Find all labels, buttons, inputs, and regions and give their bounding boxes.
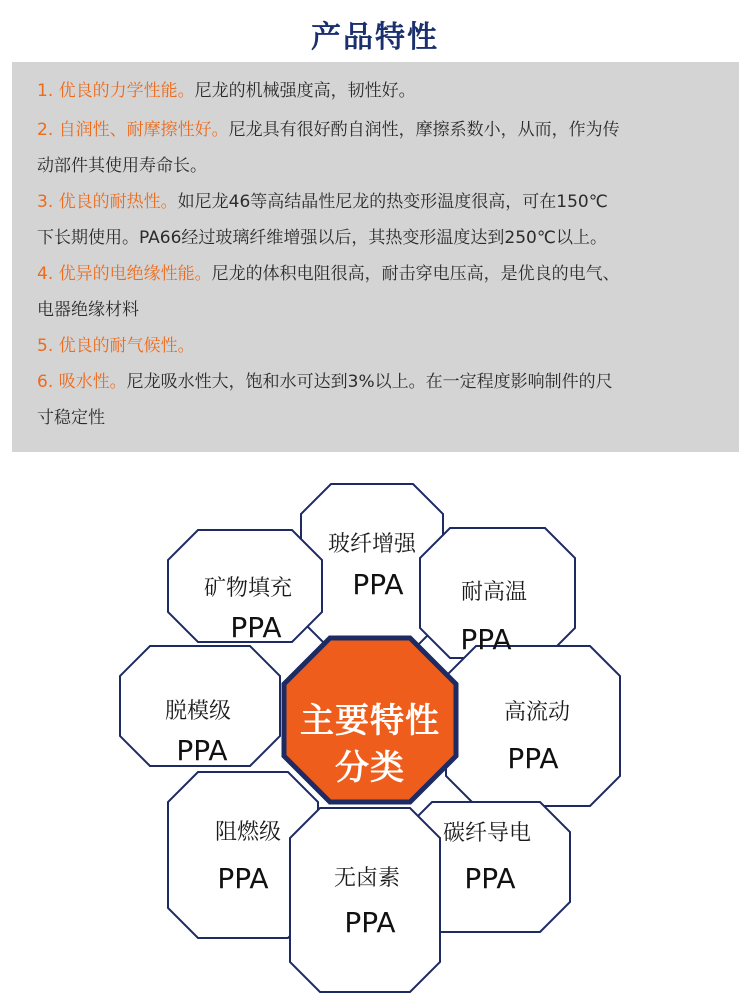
cell-ppa-high-temp: PPA (460, 623, 512, 656)
cell-ppa-mineral-filled: PPA (230, 611, 282, 644)
feature-5-num: 5. (37, 336, 54, 356)
cell-label-carbon-fiber: 碳纤导电 (442, 821, 531, 846)
center-title-line1: 主要特性 (300, 701, 440, 741)
cell-ppa-carbon-fiber: PPA (464, 862, 516, 895)
center-title-line2: 分类 (335, 748, 405, 788)
feature-5-highlight: 优良的耐气候性。 (58, 336, 195, 356)
feature-2-text: 尼龙具有很好酌自润性，摩擦系数小，从而，作为传 (228, 120, 620, 140)
feature-3-highlight: 优良的耐热性。 (58, 192, 178, 212)
feature-4-highlight: 优异的电绝缘性能。 (58, 264, 212, 284)
octagon-right (446, 646, 620, 806)
feature-4-cont: 电器绝缘材料 (37, 300, 139, 320)
cell-ppa-flame-retardant: PPA (217, 862, 269, 895)
feature-4-num: 4. (37, 264, 54, 284)
feature-3-text: 如尼龙46等高结晶性尼龙的热变形温度很高，可在150℃ (177, 192, 608, 212)
feature-2-cont: 动部件其使用寿命长。 (37, 156, 207, 176)
cell-ppa-glass-fiber: PPA (352, 568, 404, 601)
page-title: 产品特性 (311, 20, 439, 55)
cell-label-demold: 脱模级 (164, 699, 231, 724)
cell-label-halogen-free: 无卤素 (333, 866, 400, 891)
cell-ppa-high-flow: PPA (507, 742, 559, 775)
feature-2-num: 2. (37, 120, 54, 140)
feature-6-text: 尼龙吸水性大，饱和水可达到3%以上。在一定程度影响制件的尺 (126, 372, 613, 392)
feature-1-num: 1. (37, 81, 54, 101)
cell-label-high-flow: 高流动 (503, 700, 570, 725)
feature-6-cont: 寸稳定性 (37, 408, 105, 428)
feature-2-highlight: 自润性、耐摩擦性好。 (58, 120, 229, 140)
feature-3-cont: 下长期使用。PA66经过玻璃纤维增强以后，其热变形温度达到250℃以上。 (37, 228, 607, 248)
cell-label-high-temp: 耐高温 (460, 580, 527, 605)
feature-6-num: 6. (37, 372, 54, 392)
feature-1-highlight: 优良的力学性能。 (58, 81, 195, 101)
feature-3-num: 3. (37, 192, 54, 212)
cell-ppa-halogen-free: PPA (344, 906, 396, 939)
cell-label-mineral-filled: 矿物填充 (203, 576, 292, 601)
feature-1-text: 尼龙的机械强度高，韧性好。 (194, 81, 416, 101)
feature-4-text: 尼龙的体积电阻很高，耐击穿电压高，是优良的电气、 (211, 264, 620, 284)
feature-6-highlight: 吸水性。 (58, 372, 127, 392)
cell-ppa-demold: PPA (176, 734, 228, 767)
cell-label-flame-retardant: 阻燃级 (214, 820, 281, 845)
cell-label-glass-fiber: 玻纤增强 (327, 532, 416, 557)
